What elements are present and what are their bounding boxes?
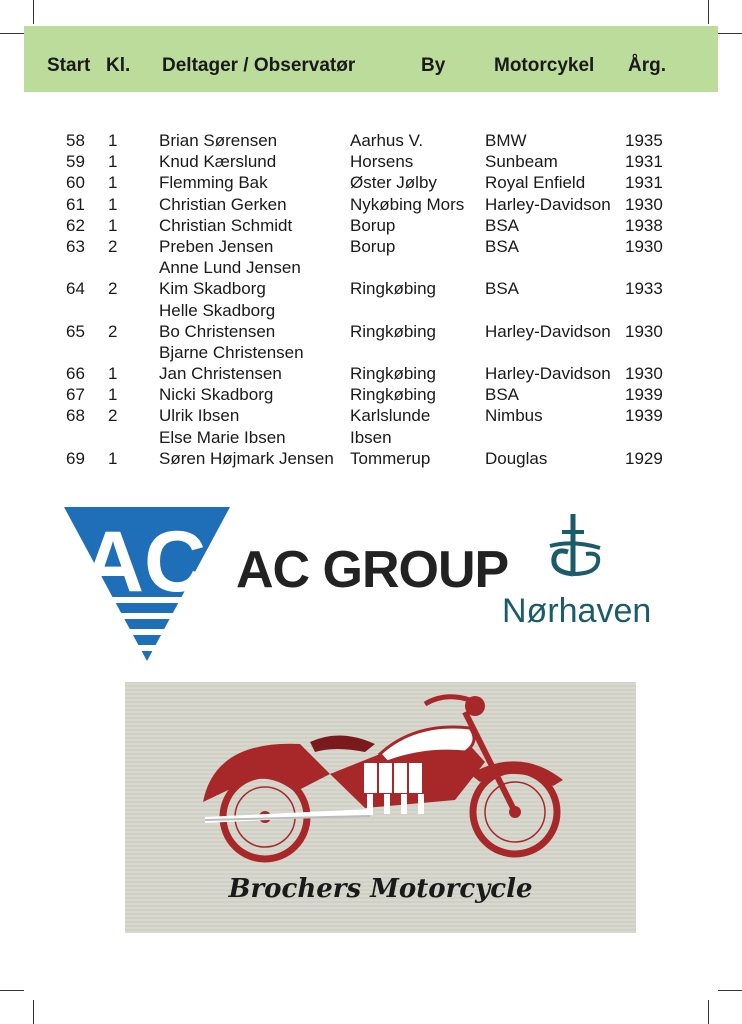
participant-name: Brian Sørensen [159,131,278,150]
motorcycle-cell: Harley-Davidson [485,364,611,384]
crop-mark [708,1000,709,1024]
table-row [0,215,742,236]
participant-name: Kim Skadborg [159,279,266,299]
class-cell: 2 [108,406,118,426]
class-cell: 1 [108,385,118,405]
table-row [0,342,742,363]
header-motorcykel: Motorcykel [494,55,595,76]
crop-mark [718,990,742,991]
start-number: 58 [66,131,85,150]
observer-name: Helle Skadborg [159,300,276,320]
motorcycle-cell: Sunbeam [485,152,558,172]
year-cell: 1930 [625,364,663,384]
participant-name: Ulrik Ibsen [159,406,240,426]
year-cell: 1930 [625,321,663,341]
observer-name: Bjarne Christensen [159,342,304,362]
table-row [0,300,742,321]
motorcycle-cell: BSA [485,215,520,235]
crop-mark [33,1000,34,1024]
ac-logo-letters: AC [81,514,207,610]
start-number: 69 [66,448,85,468]
header-aarg: Årg. [628,55,666,76]
class-cell: 1 [108,152,118,172]
city-cell: Borup [350,215,396,235]
class-cell: 1 [108,194,118,214]
participant-name: Jan Christensen [159,364,282,384]
brochers-wordmark: Brochers Motorcycle [228,874,533,904]
motorcycle-cell: Douglas [485,448,548,468]
city-cell: Ringkøbing [350,385,436,405]
start-number: 60 [66,173,85,193]
table-row [0,151,742,172]
participant-name: Preben Jensen [159,236,274,256]
start-number: 65 [66,321,85,341]
motorcycle-cell: BSA [485,279,520,299]
crop-mark [33,0,34,24]
motorcycle-cell: BSA [485,236,520,256]
start-number: 59 [66,152,85,172]
start-number: 67 [66,385,85,405]
start-number: 62 [66,215,85,235]
class-cell: 2 [108,279,118,299]
city-cell: Karlslunde [350,406,431,426]
observer-name: Anne Lund Jensen [159,258,301,278]
header-start: Start [47,55,91,76]
table-row [0,448,742,469]
year-cell: 1931 [625,152,663,172]
ac-group-wordmark: AC GROUP [236,541,509,599]
city-cell: Aarhus V. [350,131,424,150]
class-cell: 2 [108,236,118,256]
year-cell: 1931 [625,173,663,193]
class-cell: 1 [108,173,118,193]
table-row [0,363,742,384]
motorcycle-cell: Harley-Davidson [485,194,611,214]
crop-mark [708,0,709,24]
table-row [0,236,742,257]
header-kl: Kl. [106,55,131,76]
participant-list [0,130,742,469]
norhaven-wordmark: Nørhaven [502,592,652,630]
table-row [0,321,742,342]
city-cell: Tommerup [350,448,431,468]
crop-mark [718,33,742,34]
motorcycle-cell: Royal Enfield [485,173,586,193]
city-cell: Horsens [350,152,414,172]
start-number: 68 [66,406,85,426]
city-cell: Øster Jølby [350,173,437,193]
table-row [0,257,742,278]
city-cell: Ringkøbing [350,364,436,384]
motorcycle-cell: Nimbus [485,406,543,426]
table-row [0,172,742,193]
participant-name: Knud Kærslund [159,152,277,172]
city-cell: Borup [350,236,396,256]
table-row [0,194,742,215]
year-cell: 1935 [625,131,663,150]
norhaven-logo-icon [540,512,610,590]
participant-name: Christian Schmidt [159,215,293,235]
city-cell: Nykøbing Mors [350,194,465,214]
participant-name: Flemming Bak [159,173,268,193]
table-row [0,427,742,448]
city-cell: Ringkøbing [350,279,436,299]
city-cell: Ringkøbing [350,321,436,341]
class-cell: 2 [108,321,118,341]
motorcycle-cell: BSA [485,385,520,405]
brochers-motorcycle-ad [125,682,636,933]
participant-name: Christian Gerken [159,194,287,214]
start-number: 63 [66,236,85,256]
participant-name: Nicki Skadborg [159,385,274,405]
start-number: 66 [66,364,85,384]
class-cell: 1 [108,215,118,235]
class-cell: 1 [108,364,118,384]
year-cell: 1930 [625,236,663,256]
motorcycle-cell: Harley-Davidson [485,321,611,341]
year-cell: 1939 [625,385,663,405]
table-row [0,405,742,426]
year-cell: 1933 [625,279,663,299]
year-cell: 1939 [625,406,663,426]
year-cell: 1929 [625,448,663,468]
city-cell: Ibsen [350,427,392,447]
table-row [0,130,742,151]
start-number: 64 [66,279,85,299]
year-cell: 1938 [625,215,663,235]
participant-name: Søren Højmark Jensen [159,448,334,468]
participant-name: Bo Christensen [159,321,276,341]
table-header [24,26,718,92]
table-row [0,278,742,299]
header-deltager: Deltager / Observatør [162,55,356,76]
start-number: 61 [66,194,85,214]
table-row [0,384,742,405]
crop-mark [0,990,24,991]
crop-mark [0,33,24,34]
header-by: By [421,55,446,76]
class-cell: 1 [108,131,118,150]
observer-name: Else Marie Ibsen [159,427,286,447]
class-cell: 1 [108,448,118,468]
year-cell: 1930 [625,194,663,214]
motorcycle-cell: BMW [485,131,527,150]
